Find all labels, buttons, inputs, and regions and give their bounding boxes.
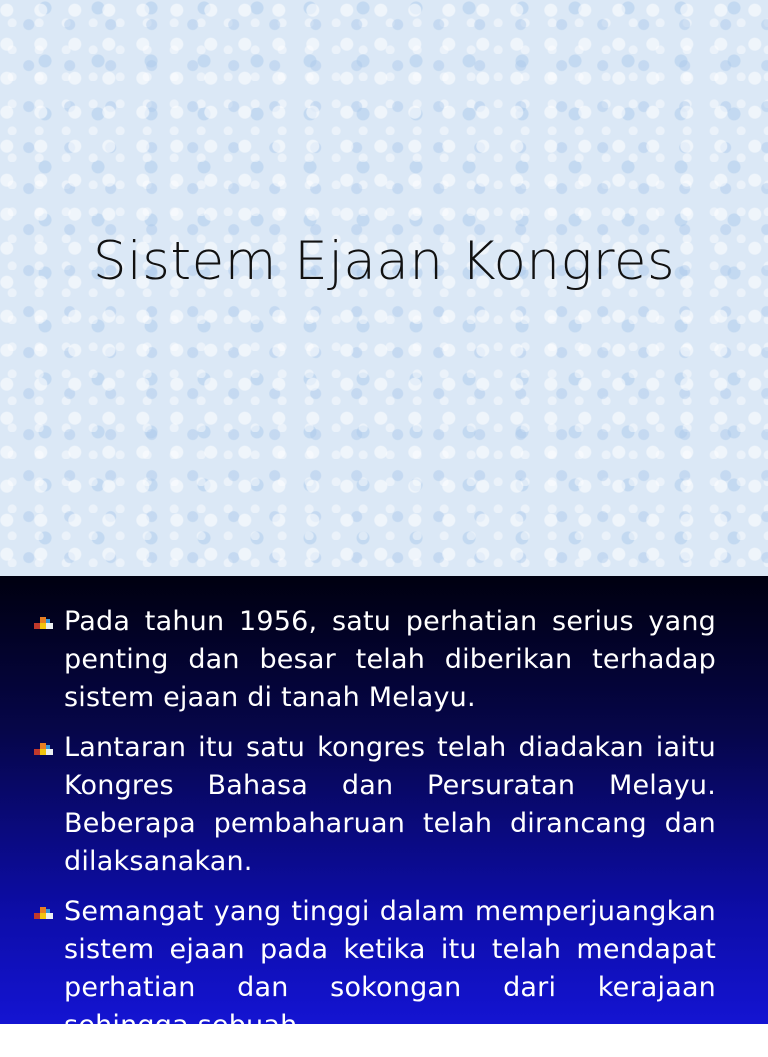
content-slide-panel: [0, 576, 768, 1041]
bullet-text: Pada tahun 1956, satu perhatian serius yang penting dan besar telah diberikan terhadap sistem ejaan di tanah Melayu.: [64, 606, 716, 713]
bullet-list: [34, 603, 716, 1057]
bullet-text: Semangat yang tinggi dalam memperjuangkan sistem ejaan pada ketika itu telah mendapat perhatian dan sokongan dari kerajaan sehingga sebuah: [64, 896, 716, 1041]
slide-title: Sistem Ejaan Kongres: [92, 231, 676, 292]
bullet-item: [34, 893, 716, 1045]
bullet-text: Lantaran itu satu kongres telah diadakan iaitu Kongres Bahasa dan Persuratan Melayu. Beberapa pembaharuan telah dirancang dan dilaksanakan.: [64, 732, 716, 877]
bullet-square-icon: [34, 603, 64, 641]
bullet-square-icon: [34, 729, 64, 767]
bullet-item: [34, 729, 716, 881]
bullet-square-icon: [34, 893, 64, 931]
bullet-item: [34, 603, 716, 717]
